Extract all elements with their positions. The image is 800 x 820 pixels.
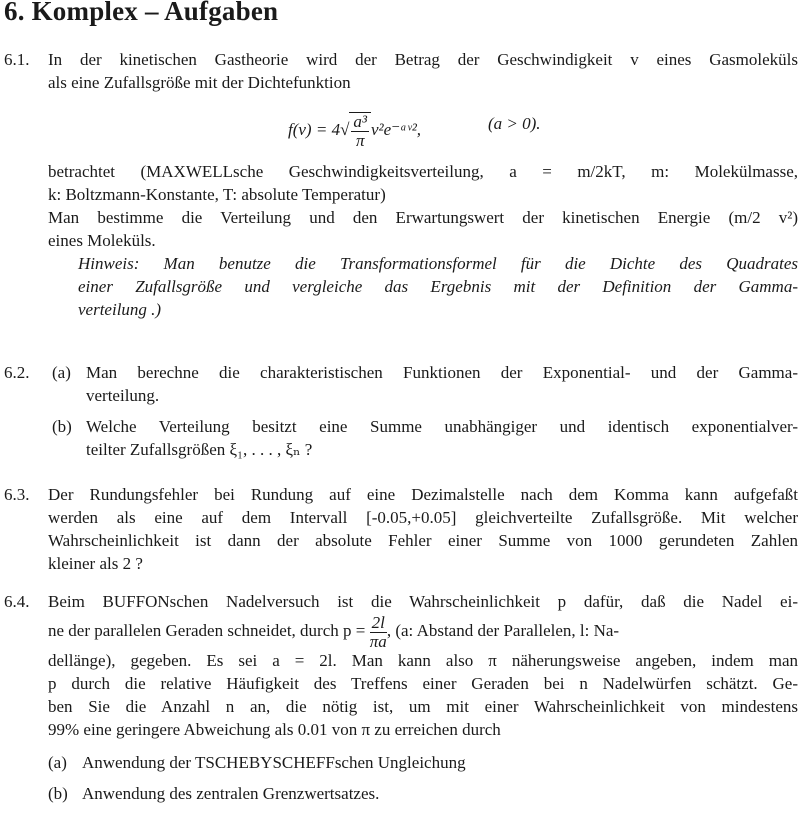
text-segment: , (a: Abstand der Parallelen, l: Na- <box>386 621 620 640</box>
problem-6-1 <box>2 48 798 321</box>
radicand-denominator: π <box>355 131 365 150</box>
problem-number: 6.1. <box>4 50 30 69</box>
hint-line: verteilung .) <box>78 300 162 319</box>
text-line: p durch die relative Häufigkeit des Treffens einer Geraden bei n Nadelwürfen schätzt. Ge- <box>48 674 798 693</box>
text-line: Der Rundungsfehler bei Rundung auf eine Dezimalstelle nach dem Komma kann aufgefaßt <box>48 485 798 504</box>
problem-6-3 <box>2 483 798 575</box>
subproblem-b <box>52 415 798 461</box>
text-segment: ne der parallelen Geraden schneidet, durch p = <box>48 621 366 640</box>
text-line: ben Sie die Anzahl n an, die nötig ist, um mit einer Wahrscheinlichkeit von mindestens <box>48 697 798 716</box>
hint-block <box>78 252 798 321</box>
subproblem-list <box>48 751 798 805</box>
text-line: teilter Zufallsgrößen ξ₁, . . . , ξₙ ? <box>86 440 313 459</box>
text-line: kleiner als 2 ? <box>48 554 143 573</box>
page-title: 6. Komplex – Aufgaben <box>4 0 279 26</box>
sqrt-term: √ $\frac{\text{a³}}{\pi}$ <box>340 112 371 150</box>
text-line: eines Moleküls. <box>48 231 156 250</box>
text-line: verteilung. <box>86 386 160 405</box>
subproblem-label: (a) <box>52 363 71 382</box>
formula-lhs: f(v) = 4 <box>288 119 341 139</box>
text-line: Beim BUFFONschen Nadelversuch ist die Wahrscheinlichkeit p dafür, daß die Nadel ei- <box>48 592 798 611</box>
text-line: k: Boltzmann-Konstante, T: absolute Temperatur) <box>48 185 386 204</box>
text-line: In der kinetischen Gastheorie wird der Betrag der Geschwindigkeit v eines Gasmoleküls <box>48 50 798 69</box>
radicand-numerator: a³ <box>353 112 368 131</box>
text-line: Welche Verteilung besitzt eine Summe unabhängiger und identisch exponentialver- <box>86 417 798 436</box>
text-line: Anwendung des zentralen Grenzwertsatzes. <box>82 784 380 803</box>
subproblem-label: (b) <box>52 417 72 436</box>
problem-number: 6.2. <box>4 363 30 382</box>
text-line: Man bestimme die Verteilung und den Erwartungswert der kinetischen Energie (m/2 v²) <box>48 208 798 227</box>
hint-line: einer Zufallsgröße und vergleiche das Ergebnis mit der Definition der Gamma- <box>78 277 798 296</box>
problem-6-4 <box>2 590 798 805</box>
text-line: Man berechne die charakteristischen Funktionen der Exponential- und der Gamma- <box>86 363 798 382</box>
problem-6-2 <box>2 361 798 461</box>
density-formula <box>48 98 798 154</box>
subproblem-b <box>48 782 798 805</box>
problem-number: 6.4. <box>4 592 30 611</box>
subproblem-label: (b) <box>48 784 68 803</box>
text-line: dellänge), gegeben. Es sei a = 2l. Man kann also π näherungsweise angeben, indem man <box>48 651 798 670</box>
formula-tail: v²e⁻ᵃᵛ², <box>371 119 422 139</box>
subproblem-a <box>48 751 798 774</box>
formula-condition: (a > 0). <box>488 114 541 133</box>
probability-fraction <box>370 614 387 651</box>
text-line: betrachtet (MAXWELLsche Geschwindigkeitsverteilung, a = m/2kT, m: Molekülmasse, <box>48 162 798 181</box>
problem-number: 6.3. <box>4 485 30 504</box>
text-line-with-fraction <box>48 613 798 649</box>
fraction-numerator: 2l <box>371 612 385 632</box>
text-line: Anwendung der TSCHEBYSCHEFFschen Ungleichung <box>82 753 466 772</box>
text-line: Wahrscheinlichkeit ist dann der absolute Fehler einer Summe von 1000 gerundeten Zahlen <box>48 531 798 550</box>
subproblem-label: (a) <box>48 753 67 772</box>
text-line: als eine Zufallsgröße mit der Dichtefunktion <box>48 73 351 92</box>
hint-line: Hinweis: Man benutze die Transformationsformel für die Dichte des Quadrates <box>78 254 798 273</box>
fraction-denominator: πa <box>369 631 387 651</box>
subproblem-a <box>52 361 798 407</box>
text-line: 99% eine geringere Abweichung als 0.01 von π zu erreichen durch <box>48 720 501 739</box>
text-line: werden als eine auf dem Intervall [-0.05,+0.05] gleichverteilte Zufallsgröße. Mit welcher <box>48 508 798 527</box>
